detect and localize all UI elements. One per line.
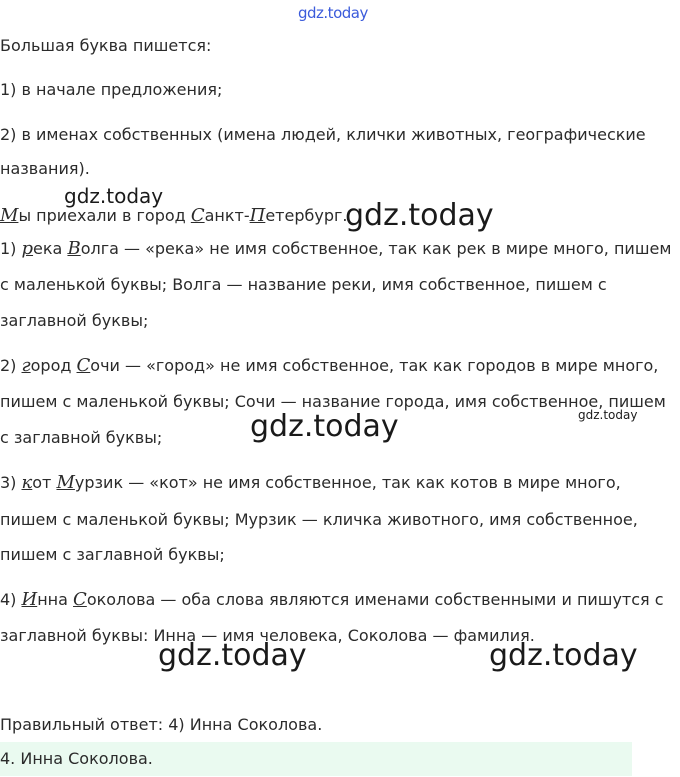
word-text: ека xyxy=(33,239,68,258)
highlighted-letter: к xyxy=(21,472,33,493)
capital-letter: С xyxy=(190,205,205,226)
word-text: ород xyxy=(30,356,77,375)
answer-box-text: 4. Инна Соколова. xyxy=(0,749,153,768)
highlighted-letter: г xyxy=(21,355,31,376)
watermark: gdz.today xyxy=(64,184,164,208)
highlighted-letter: М xyxy=(56,472,75,493)
explanation-text: — «река» не имя собственное, так как рек в мире много, пишем xyxy=(118,239,672,258)
item-1-line-3: заглавной буквы; xyxy=(0,311,149,330)
correct-answer-text: Правильный ответ: 4) Инна Соколова. xyxy=(0,715,323,734)
word-text: урзик xyxy=(74,473,124,492)
sentence-text: ы приехали в город xyxy=(18,206,191,225)
highlighted-letter: С xyxy=(76,355,91,376)
item-4-line-1 xyxy=(0,590,664,610)
sentence-text: анкт- xyxy=(204,206,250,225)
watermark: gdz.today xyxy=(345,198,494,233)
item-number: 1) xyxy=(0,239,22,258)
item-number: 4) xyxy=(0,590,22,609)
item-3-line-3: пишем с заглавной буквы; xyxy=(0,545,225,564)
item-4-line-2: заглавной буквы: Инна — имя человека, Соколова — фамилия. xyxy=(0,626,535,645)
capital-letter: М xyxy=(0,205,19,226)
word-text: очи xyxy=(90,356,120,375)
item-3-line-2: пишем с маленькой буквы; Мурзик — кличка животного, имя собственное, xyxy=(0,510,638,529)
watermark: gdz.today xyxy=(489,638,638,673)
watermark: gdz.today xyxy=(158,638,307,673)
highlighted-letter: И xyxy=(21,589,38,610)
item-2-line-1 xyxy=(0,356,658,376)
example-sentence xyxy=(0,206,347,226)
explanation-text: — «город» не имя собственное, так как городов в мире много, xyxy=(119,356,659,375)
capital-letter: П xyxy=(249,205,266,226)
rule-item-2-line-2: названия). xyxy=(0,159,90,178)
word-text: околова xyxy=(86,590,156,609)
watermark: gdz.today xyxy=(578,408,638,422)
highlighted-letter: В xyxy=(67,238,81,259)
rule-item-2-line-1: 2) в именах собственных (имена людей, клички животных, географические xyxy=(0,125,646,144)
word-text: от xyxy=(32,473,57,492)
highlighted-letter: р xyxy=(21,238,34,259)
word-text: нна xyxy=(37,590,74,609)
explanation-text: — «кот» не имя собственное, так как котов в мире много, xyxy=(123,473,621,492)
rule-title: Большая буква пишется: xyxy=(0,36,212,55)
item-2-line-2: пишем с маленькой буквы; Сочи — название города, имя собственное, пишем xyxy=(0,392,666,411)
word-text: олга xyxy=(80,239,119,258)
item-1-line-1 xyxy=(0,239,671,259)
item-3-line-1 xyxy=(0,473,621,493)
answer-box xyxy=(0,742,632,776)
item-number: 3) xyxy=(0,473,22,492)
watermark: gdz.today xyxy=(250,409,399,444)
item-number: 2) xyxy=(0,356,22,375)
rule-item-1: 1) в начале предложения; xyxy=(0,80,223,99)
highlighted-letter: С xyxy=(73,589,87,610)
item-1-line-2: с маленькой буквы; Волга — название реки, имя собственное, пишем с xyxy=(0,275,607,294)
header-watermark: gdz.today xyxy=(298,4,368,22)
item-2-line-3: с заглавной буквы; xyxy=(0,428,163,447)
sentence-text: етербург. xyxy=(265,206,348,225)
explanation-text: — оба слова являются именами собственными и пишутся с xyxy=(155,590,664,609)
